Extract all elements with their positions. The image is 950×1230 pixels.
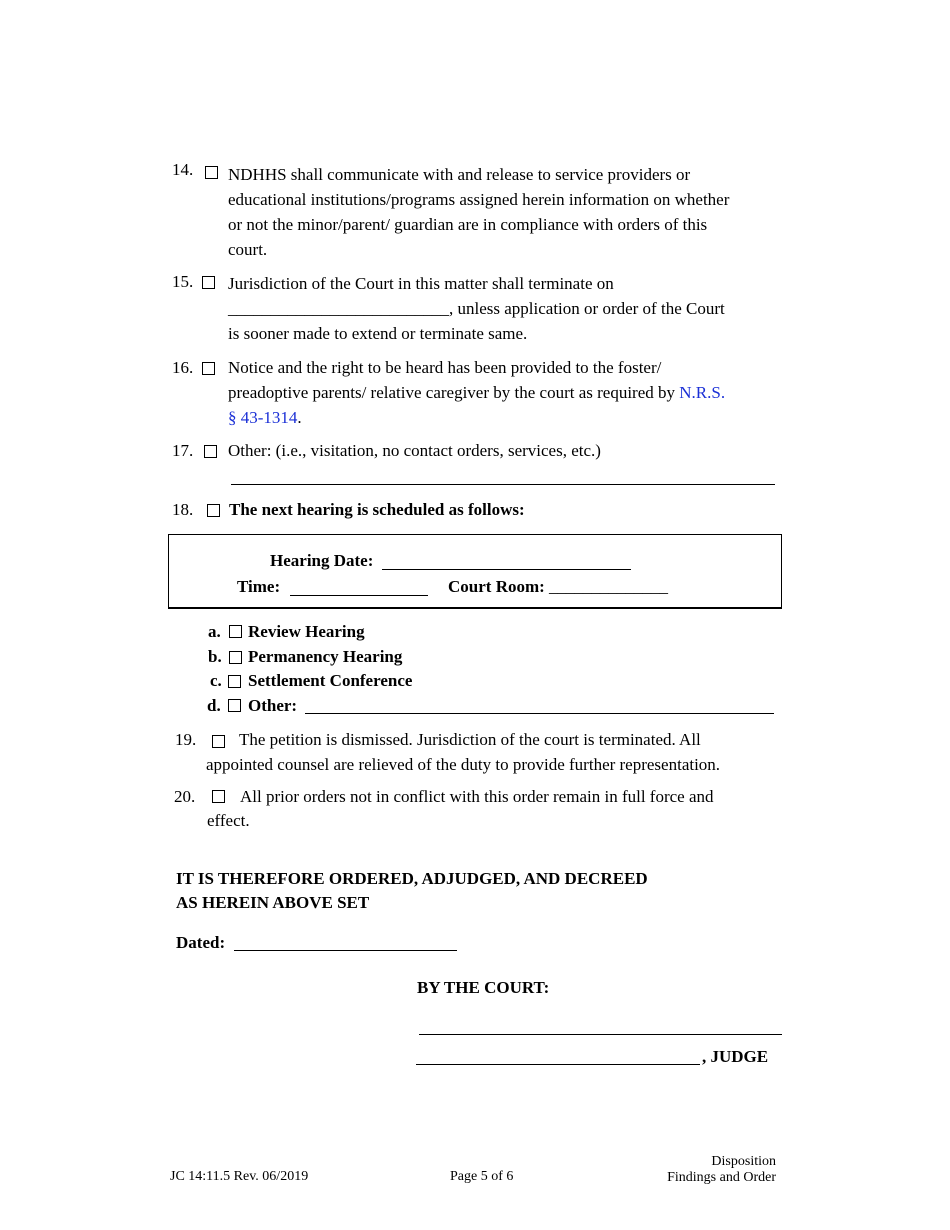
item-15-text xyxy=(228,271,788,346)
hearing-date-field[interactable] xyxy=(382,569,631,570)
dated-field[interactable] xyxy=(234,950,457,951)
item-16-text xyxy=(228,355,788,430)
hearing-type-c-letter: c. xyxy=(210,671,222,690)
time-field[interactable] xyxy=(290,595,428,596)
footer-page-number: Page 5 of 6 xyxy=(450,1169,514,1184)
item-15-number: 15. xyxy=(172,272,194,291)
item-18-number: 18. xyxy=(172,500,194,519)
footer-title-line-2: Findings and Order xyxy=(667,1170,776,1185)
item-14-text xyxy=(228,162,788,262)
footer-title-line-1: Disposition xyxy=(711,1154,776,1169)
permanency-hearing-label: Permanency Hearing xyxy=(248,647,403,666)
permanency-hearing-checkbox[interactable] xyxy=(229,651,242,664)
order-statement-line-2: AS HEREIN ABOVE SET xyxy=(176,893,370,912)
other-hearing-field[interactable] xyxy=(305,713,774,714)
judge-name-field[interactable] xyxy=(416,1064,700,1065)
item-16-line-2: preadoptive parents/ relative caregiver by the court as required by xyxy=(228,383,680,402)
court-room-field[interactable]: ______________ xyxy=(549,577,669,596)
judge-label: , JUDGE xyxy=(702,1047,769,1066)
footer-form-title xyxy=(667,1154,776,1186)
footer-form-id: JC 14:11.5 Rev. 06/2019 xyxy=(170,1169,309,1184)
order-statement-line-1: IT IS THEREFORE ORDERED, ADJUDGED, AND DECREED xyxy=(176,869,648,888)
dated-label: Dated: xyxy=(176,933,226,952)
item-16-line xyxy=(228,380,788,405)
item-15-line xyxy=(228,296,788,321)
item-14-number: 14. xyxy=(172,160,194,179)
item-16-number: 16. xyxy=(172,358,194,377)
item-14-line: educational institutions/programs assigned herein information on whether xyxy=(228,190,730,209)
item-14-checkbox[interactable] xyxy=(205,166,218,179)
hearing-type-d-letter: d. xyxy=(207,696,221,715)
item-18-checkbox[interactable] xyxy=(207,504,220,517)
item-17-other-line[interactable] xyxy=(231,484,775,485)
hearing-info-box xyxy=(168,534,782,609)
other-hearing-label: Other: xyxy=(248,696,298,715)
item-19-number: 19. xyxy=(175,730,197,749)
review-hearing-checkbox[interactable] xyxy=(229,625,242,638)
item-20-line-1: All prior orders not in conflict with this order remain in full force and xyxy=(240,787,714,806)
item-19-line-2: appointed counsel are relieved of the duty to provide further representation. xyxy=(206,755,721,774)
item-15-line: is sooner made to extend or terminate same. xyxy=(228,324,528,343)
item-19-checkbox[interactable] xyxy=(212,735,225,748)
court-room-group xyxy=(448,577,668,597)
item-15-line-rest: , unless application or order of the Court xyxy=(449,299,725,318)
item-20-line-2: effect. xyxy=(207,811,250,830)
item-19-line-1: The petition is dismissed. Jurisdiction of the court is terminated. All xyxy=(239,730,701,749)
settlement-conference-label: Settlement Conference xyxy=(248,671,413,690)
hearing-type-b-letter: b. xyxy=(208,647,222,666)
item-16-line: Notice and the right to be heard has been provided to the foster/ xyxy=(228,358,662,377)
item-16-checkbox[interactable] xyxy=(202,362,215,375)
item-17-text: Other: (i.e., visitation, no contact orders, services, etc.) xyxy=(228,441,601,460)
item-15-checkbox[interactable] xyxy=(202,276,215,289)
judge-signature-line[interactable] xyxy=(419,1034,782,1035)
item-17-checkbox[interactable] xyxy=(204,445,217,458)
item-15-line: Jurisdiction of the Court in this matter shall terminate on xyxy=(228,274,614,293)
by-the-court-label: BY THE COURT: xyxy=(417,978,550,997)
item-14-line: NDHHS shall communicate with and release to service providers or xyxy=(228,165,691,184)
review-hearing-label: Review Hearing xyxy=(248,622,365,641)
termination-date-blank[interactable]: __________________________ xyxy=(228,299,449,318)
item-17-number: 17. xyxy=(172,441,194,460)
time-label: Time: xyxy=(237,577,281,596)
item-16-period: . xyxy=(297,408,302,427)
item-16-line xyxy=(228,405,788,430)
item-14-line: court. xyxy=(228,240,268,259)
item-18-text: The next hearing is scheduled as follows: xyxy=(229,500,525,519)
court-room-label: Court Room: xyxy=(448,577,545,596)
item-14-line: or not the minor/parent/ guardian are in compliance with orders of this xyxy=(228,215,708,234)
settlement-conference-checkbox[interactable] xyxy=(228,675,241,688)
item-20-number: 20. xyxy=(174,787,196,806)
nrs-link[interactable]: N.R.S. xyxy=(679,383,726,402)
other-hearing-checkbox[interactable] xyxy=(228,699,241,712)
statute-link[interactable]: § 43-1314 xyxy=(228,408,298,427)
hearing-date-label: Hearing Date: xyxy=(270,551,374,570)
item-20-checkbox[interactable] xyxy=(212,790,225,803)
hearing-type-a-letter: a. xyxy=(208,622,221,641)
